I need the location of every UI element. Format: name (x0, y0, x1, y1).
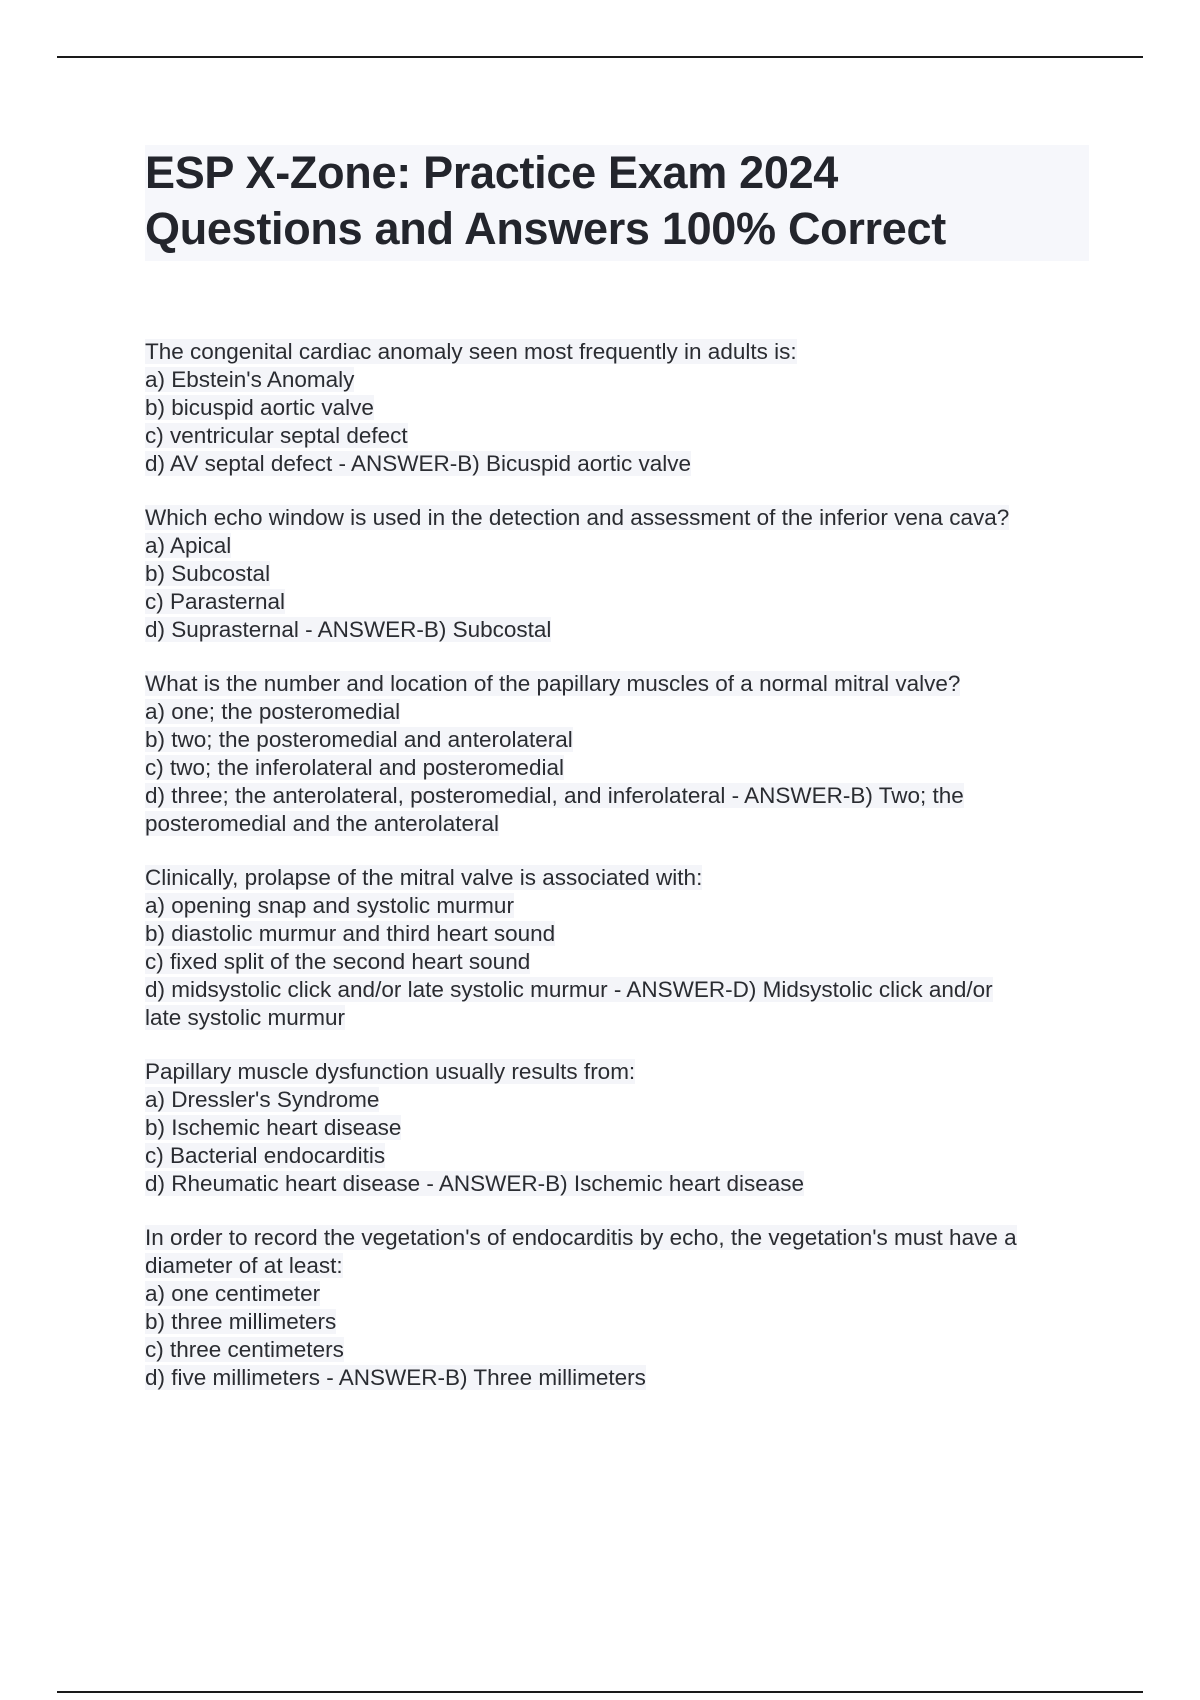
question-4-stem: Clinically, prolapse of the mitral valve is associated with: (145, 865, 703, 890)
title-line-2: Questions and Answers 100% Correct (145, 203, 946, 254)
question-1-option-b: b) bicuspid aortic valve (145, 395, 374, 420)
question-2-stem: Which echo window is used in the detection and assessment of the inferior vena cava? (145, 505, 1010, 530)
top-rule (57, 56, 1143, 58)
question-2-option-a: a) Apical (145, 533, 232, 558)
question-3-answer-continued: posteromedial and the anterolateral (145, 811, 499, 836)
page-title (145, 145, 1089, 261)
title-line-1: ESP X-Zone: Practice Exam 2024 (145, 147, 839, 198)
question-4-option-a: a) opening snap and systolic murmur (145, 893, 514, 918)
question-list (145, 338, 1090, 1418)
question-3-option-c: c) two; the inferolateral and posteromedial (145, 755, 564, 780)
question-1-stem: The congenital cardiac anomaly seen most frequently in adults is: (145, 339, 797, 364)
question-block-6 (145, 1224, 1090, 1392)
question-block-4 (145, 864, 1090, 1032)
question-4-answer-continued: late systolic murmur (145, 1005, 346, 1030)
question-1-option-a: a) Ebstein's Anomaly (145, 367, 355, 392)
question-2-option-d-answer: d) Suprasternal - ANSWER-B) Subcostal (145, 617, 552, 642)
question-5-option-c: c) Bacterial endocarditis (145, 1143, 386, 1168)
question-4-option-d-answer: d) midsystolic click and/or late systolic murmur - ANSWER-D) Midsystolic click and/or (145, 977, 993, 1002)
bottom-rule (57, 1691, 1143, 1693)
question-5-option-a: a) Dressler's Syndrome (145, 1087, 380, 1112)
question-4-option-c: c) fixed split of the second heart sound (145, 949, 531, 974)
question-6-option-c: c) three centimeters (145, 1337, 344, 1362)
question-3-option-b: b) two; the posteromedial and anterolateral (145, 727, 573, 752)
question-1-option-c: c) ventricular septal defect (145, 423, 408, 448)
question-5-option-b: b) Ischemic heart disease (145, 1115, 402, 1140)
question-3-option-a: a) one; the posteromedial (145, 699, 401, 724)
question-5-stem: Papillary muscle dysfunction usually results from: (145, 1059, 636, 1084)
question-3-stem: What is the number and location of the papillary muscles of a normal mitral valve? (145, 671, 961, 696)
question-6-stem-continued: diameter of at least: (145, 1253, 343, 1278)
question-2-option-c: c) Parasternal (145, 589, 286, 614)
question-4-option-b: b) diastolic murmur and third heart sound (145, 921, 556, 946)
question-block-1 (145, 338, 1090, 478)
question-block-3 (145, 670, 1090, 838)
question-6-option-d-answer: d) five millimeters - ANSWER-B) Three millimeters (145, 1365, 646, 1390)
question-1-option-d-answer: d) AV septal defect - ANSWER-B) Bicuspid aortic valve (145, 451, 692, 476)
question-block-2 (145, 504, 1090, 644)
question-6-option-a: a) one centimeter (145, 1281, 321, 1306)
question-5-option-d-answer: d) Rheumatic heart disease - ANSWER-B) Ischemic heart disease (145, 1171, 805, 1196)
question-2-option-b: b) Subcostal (145, 561, 271, 586)
question-3-option-d-answer: d) three; the anterolateral, posteromedial, and inferolateral - ANSWER-B) Two; the (145, 783, 964, 808)
question-6-option-b: b) three millimeters (145, 1309, 337, 1334)
question-block-5 (145, 1058, 1090, 1198)
question-6-stem: In order to record the vegetation's of endocarditis by echo, the vegetation's must have a (145, 1225, 1017, 1250)
